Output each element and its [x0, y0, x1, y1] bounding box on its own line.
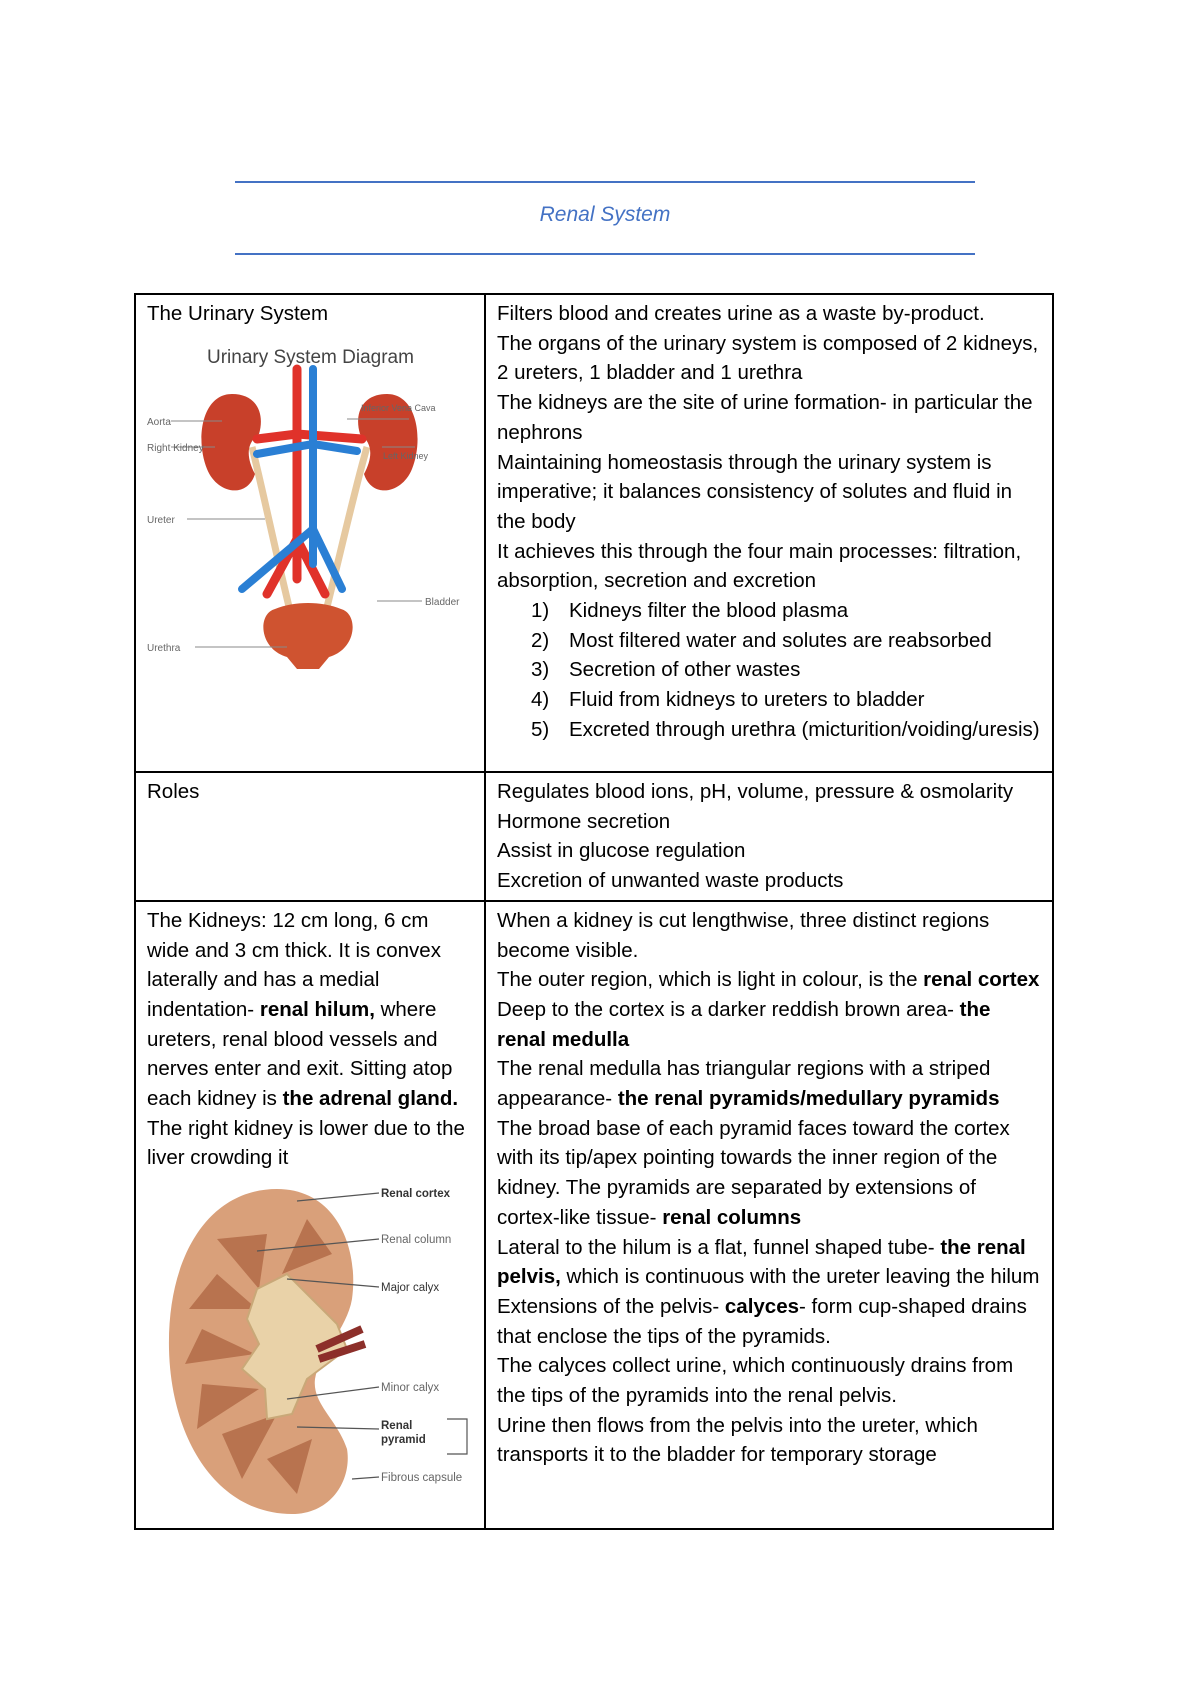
paragraph: Maintaining homeostasis through the urinary system is imperative; it balances consistency of solutes and fluid in the body — [497, 450, 1013, 533]
kidney-section-diagram — [147, 1179, 477, 1524]
header-rule-bottom — [235, 253, 975, 255]
paragraph: The broad base of each pyramid faces toward the cortex with its tip/apex pointing towards the inner region of the kidney. The pyramids are separated by extensions of cortex-like tissue- renal columns — [497, 1116, 1010, 1229]
row-heading: Roles — [147, 780, 200, 803]
urinary-system-description — [485, 294, 1053, 772]
label-major-calyx: Major calyx — [381, 1282, 440, 1295]
list-item: Excretion of unwanted waste products — [497, 869, 844, 893]
content-table — [134, 293, 1054, 1530]
list-item: Kidneys filter the blood plasma — [569, 599, 849, 623]
paragraph: Filters blood and creates urine as a waste by-product. — [497, 302, 985, 325]
paragraph: When a kidney is cut lengthwise, three distinct regions become visible. — [497, 908, 990, 962]
list-item: Hormone secretion — [497, 809, 671, 833]
label-fibrous-capsule: Fibrous capsule — [381, 1472, 463, 1485]
label-right-kidney: Right Kidney — [147, 442, 204, 454]
paragraph: The outer region, which is light in colour, is the renal cortex — [497, 968, 1040, 992]
label-ureter: Ureter — [147, 514, 175, 526]
kidneys-intro: The Kidneys: 12 cm long, 6 cm wide and 3 cm thick. It is convex laterally and has a medial indentation- renal hilum, where ureters, renal blood vessels and nerves enter and exit. Sitting atop each kidney is the adrenal gland. The right kidney is lower due to the liver crowding it — [147, 908, 465, 1170]
label-renal-pyramid-2: pyramid — [381, 1434, 426, 1447]
bladder — [263, 603, 352, 669]
label-aorta: Aorta — [147, 416, 171, 428]
paragraph: It achieves this through the four main processes: filtration, absorption, secretion and excretion — [497, 539, 1022, 593]
list-item: Regulates blood ions, pH, volume, pressure & osmolarity — [497, 780, 1014, 803]
kidneys-description — [485, 901, 1053, 1529]
page-title: Renal System — [539, 203, 671, 226]
list-item: Fluid from kidneys to ureters to bladder — [569, 688, 925, 712]
list-item: Excreted through urethra (micturition/voiding/uresis) — [569, 717, 1040, 741]
urinary-system-diagram — [147, 339, 467, 684]
paragraph: Extensions of the pelvis- calyces- form cup-shaped drains that enclose the tips of the pyramids. — [497, 1294, 1027, 1348]
list-item: Secretion of other wastes — [569, 658, 801, 682]
paragraph: Deep to the cortex is a darker reddish brown area- the renal medulla — [497, 997, 991, 1051]
label-renal-column: Renal column — [381, 1234, 452, 1247]
roles-description — [485, 772, 1053, 901]
table-row — [135, 772, 1053, 901]
header-rule-top — [235, 181, 975, 183]
label-renal-cortex: Renal cortex — [381, 1188, 451, 1201]
label-left-kidney: Left Kidney — [383, 450, 429, 461]
table-row — [135, 294, 1053, 772]
label-renal-pyramid-1: Renal — [381, 1420, 413, 1433]
urinary-system-cell — [135, 294, 485, 772]
paragraph: The organs of the urinary system is composed of 2 kidneys, 2 ureters, 1 bladder and 1 urethra — [497, 331, 1039, 385]
paragraph: The kidneys are the site of urine formation- in particular the nephrons — [497, 391, 1033, 444]
right-kidney — [201, 394, 260, 490]
diagram-title: Urinary System Diagram — [207, 346, 414, 368]
list-item: Assist in glucose regulation — [497, 839, 746, 863]
row-heading: The Urinary System — [147, 302, 329, 325]
label-minor-calyx: Minor calyx — [381, 1382, 440, 1395]
label-ivc: Inferior Vena Cava — [361, 402, 436, 413]
paragraph: The renal medulla has triangular regions with a striped appearance- the renal pyramids/medullary pyramids — [497, 1057, 1000, 1111]
paragraph: The calyces collect urine, which continuously drains from the tips of the pyramids into the renal pelvis. — [497, 1354, 1014, 1408]
label-bladder: Bladder — [425, 596, 460, 608]
table-row — [135, 901, 1053, 1529]
list-item: Most filtered water and solutes are reabsorbed — [569, 628, 992, 652]
label-urethra: Urethra — [147, 642, 181, 654]
paragraph: Lateral to the hilum is a flat, funnel shaped tube- the renal pelvis, which is continuous with the ureter leaving the hilum — [497, 1235, 1040, 1289]
kidneys-cell — [135, 901, 485, 1529]
roles-cell — [135, 772, 485, 901]
paragraph: Urine then flows from the pelvis into the ureter, which transports it to the bladder for temporary storage — [497, 1413, 978, 1467]
process-steps — [497, 596, 1042, 745]
